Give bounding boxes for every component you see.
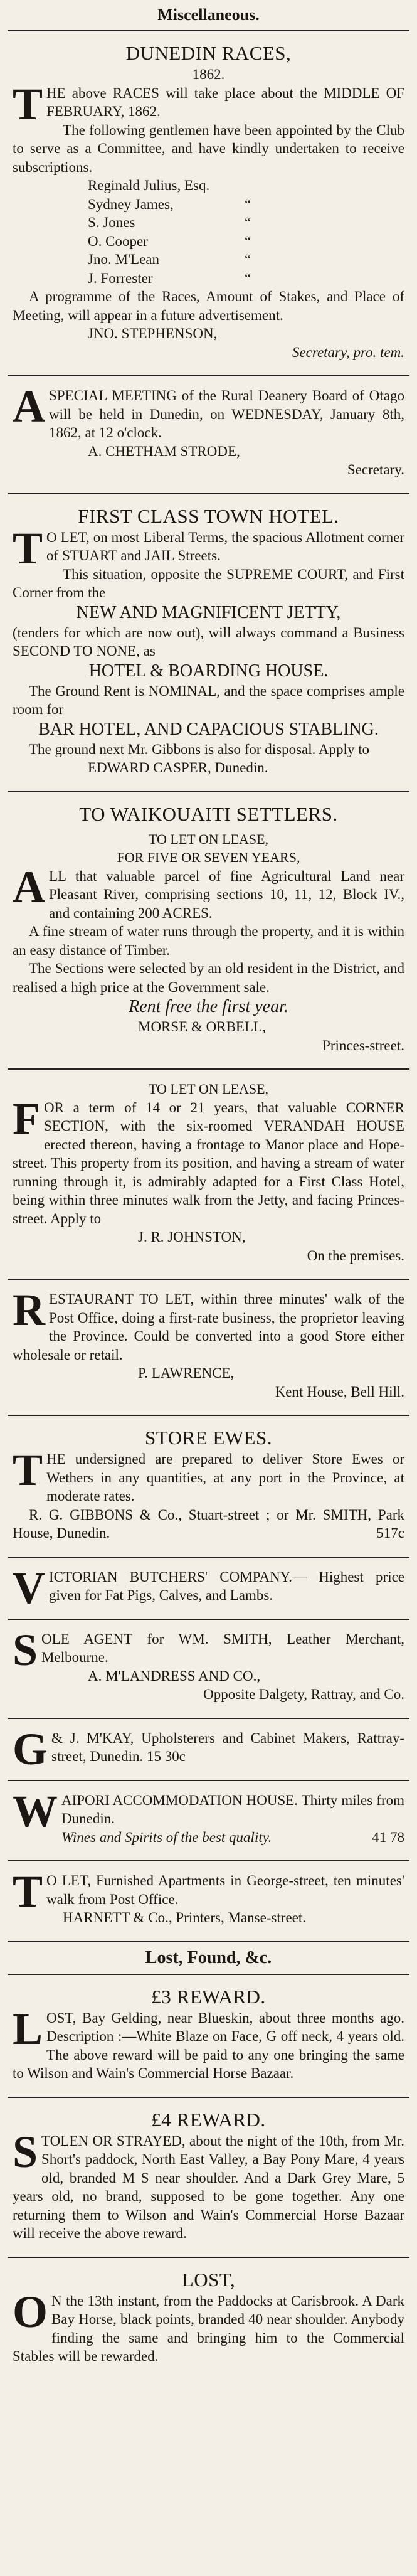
- ad-signer: P. LAWRENCE,: [138, 1365, 235, 1381]
- dropcap: S: [13, 1624, 38, 1675]
- ad-upholsterers: [8, 1719, 409, 1781]
- section-heading: Lost, Found, &c.: [145, 1947, 272, 1967]
- ad-italic-line: Rent free the first year.: [129, 997, 288, 1016]
- dropcap: A: [13, 861, 45, 912]
- ad-dunedin-races: [8, 31, 409, 376]
- ad-text: The Ground Rent is NOMINAL, and the space comprises ample room for: [13, 683, 404, 717]
- ad-signer-title: Secretary.: [347, 462, 404, 477]
- ad-text: The Sections were selected by an old resident in the District, and realised a high price at the Government sale.: [13, 961, 404, 995]
- ad-lead: LL that valuable parcel of fine Agricultural Land near Pleasant River, comprising sections 10, 11, 12, Block IV., and containing 200 ACRES.: [49, 868, 404, 921]
- committee-member: J. Forrester “: [88, 270, 251, 286]
- ad-text: N the 13th instant, from the Paddocks at Carisbrook. A Dark Bay Horse, black points, branded 40 near shoulder. Anybody finding the same and bringing him to the Commercial Stables will be rewarded.: [13, 2292, 404, 2364]
- ad-rural-deanery: [8, 376, 409, 494]
- dropcap: T: [13, 78, 43, 129]
- ad-text: & J. M'KAY, Upholsterers and Cabinet Makers, Rattray-street, Dunedin.: [51, 1730, 404, 1764]
- dropcap: A: [13, 381, 45, 432]
- newspaper-column: [8, 0, 409, 2380]
- ad-signer: EDWARD CASPER, Dunedin.: [88, 760, 268, 775]
- dropcap: V: [13, 1562, 45, 1613]
- committee-member: S. Jones “: [88, 215, 251, 230]
- ad-signer: MORSE & ORBELL,: [138, 1019, 266, 1035]
- ad-text: AIPORI ACCOMMODATION HOUSE. Thirty miles from Dunedin.: [61, 1792, 404, 1826]
- committee-member: Jno. M'Lean “: [88, 252, 251, 267]
- ad-text: OST, Bay Gelding, near Blueskin, about three months ago. Description :—White Blaze on Face, G off neck, 4 years old. The above reward will be paid to any one bringing the same to Wilson and Wain's Commercial Horse Bazaar.: [13, 2009, 404, 2081]
- ad-text: TOLEN OR STRAYED, about the night of the 10th, from Mr. Short's paddock, North East Valley, a Bay Pony Mare, 4 years old, branded M S near shoulder. And a Dark Grey Mare, 5 years old, no brand, supposed to be gone together. Any one returning them to Wilson and Wain's Commercial Horse Bazaar will receive the above reward.: [13, 2132, 404, 2241]
- ad-text: A programme of the Races, Amount of Stakes, and Place of Meeting, will appear in a future advertisement.: [13, 289, 404, 323]
- ad-reward-3: [8, 1975, 409, 2098]
- ad-title: STORE EWES.: [145, 1427, 272, 1449]
- ad-signer-addr: Princes-street.: [322, 1037, 404, 1053]
- ad-signer-addr: Opposite Dalgety, Rattray, and Co.: [203, 1686, 404, 1702]
- ad-title: DUNEDIN RACES,: [125, 42, 292, 64]
- ad-text: ESTAURANT TO LET, within three minutes' walk of the Post Office, doing a first-rate business, the proprietor leaving the Province. Could be converted into a good Store either wholesale or retail.: [13, 1291, 404, 1363]
- ad-title: TO WAIKOUAITI SETTLERS.: [79, 802, 338, 825]
- ad-text: The following gentlemen have been appointed by the Club to serve as a Committee, and have kindly undertaken to receive subscriptions.: [13, 122, 404, 175]
- dropcap: R: [13, 1285, 45, 1335]
- ad-signer-title: Secretary, pro. tem.: [292, 344, 404, 360]
- ad-text: HARNETT & Co., Printers, Manse-street.: [63, 1910, 306, 1925]
- dropcap: G: [13, 1723, 48, 1774]
- committee-member: O. Cooper “: [88, 233, 251, 249]
- ad-text: OLE AGENT for WM. SMITH, Leather Merchant, Melbourne.: [41, 1631, 404, 1665]
- ad-store-ewes: [8, 1416, 409, 1558]
- ad-town-hotel: [8, 494, 409, 792]
- ad-subtitle: TO LET ON LEASE,: [148, 831, 269, 847]
- ad-text: A fine stream of water runs through the property, and it is within an easy distance of Timber.: [13, 923, 404, 958]
- ad-title: £4 REWARD.: [151, 2108, 266, 2131]
- ad-text: SPECIAL MEETING of the Rural Deanery Board of Otago will be held in Dunedin, on WEDNESDAY, January 8th, 1862, at 12 o'clock.: [49, 388, 404, 440]
- ad-lead: O LET, on most Liberal Terms, the spacious Allotment corner of STUART and JAIL Streets.: [46, 529, 404, 563]
- section-heading: Miscellaneous.: [157, 6, 260, 24]
- ad-code: 15 30c: [147, 1748, 186, 1764]
- ad-signer: A. CHETHAM STRODE,: [88, 443, 240, 459]
- dropcap: T: [13, 1866, 43, 1917]
- committee-list: [88, 176, 404, 287]
- dropcap: T: [13, 523, 43, 573]
- ad-waipori: [8, 1781, 409, 1862]
- dropcap: W: [13, 1786, 58, 1836]
- ad-text: This situation, opposite the SUPREME COURT, and First Corner from the: [13, 566, 404, 600]
- ad-heading: NEW AND MAGNIFICENT JETTY,: [76, 602, 341, 622]
- ad-signer: JNO. STEPHENSON,: [88, 326, 218, 341]
- ad-heading: HOTEL & BOARDING HOUSE.: [88, 661, 329, 681]
- ad-furnished: [8, 1861, 409, 1942]
- ad-code: 517c: [376, 1525, 404, 1541]
- ad-victorian-butchers: [8, 1558, 409, 1620]
- dropcap: T: [13, 1445, 43, 1495]
- ad-reward-4: [8, 2098, 409, 2258]
- ad-corner-section: [8, 1070, 409, 1280]
- ad-text: R. G. GIBBONS & Co., Stuart-street ; or Mr. SMITH, Park House, Dunedin.: [13, 1506, 404, 1541]
- dropcap: O: [13, 2286, 48, 2337]
- ad-italic-line: Wines and Spirits of the best quality.: [61, 1829, 272, 1845]
- lost-found-heading-block: [8, 1942, 409, 1975]
- ad-title: LOST,: [181, 2268, 236, 2291]
- ad-text: (tenders for which are now out), will always command a Business SECOND TO NONE, as: [13, 624, 404, 659]
- committee-member: Sydney James, “: [88, 196, 251, 212]
- ad-heading: BAR HOTEL, AND CAPACIOUS STABLING.: [38, 719, 379, 739]
- ad-text: OR a term of 14 or 21 years, that valuable CORNER SECTION, with the six-roomed VERANDAH HOUSE erected thereon, having a frontage to Manor place and Hope-street. This property from its position, and having a stream of water running through it, is admirably adapted for a First Class Hotel, being within three minutes walk from the Jetty, and facing Princes-street. Apply to: [13, 1099, 404, 1227]
- ad-text: O LET, Furnished Apartments in George-street, ten minutes' walk from Post Office.: [46, 1873, 404, 1907]
- ad-subtitle: FOR FIVE OR SEVEN YEARS,: [117, 849, 300, 865]
- ad-text: HE undersigned are prepared to deliver Store Ewes or Wethers in any quantities, at any port in the Province, at moderate rates.: [46, 1451, 404, 1504]
- ad-waikouaiti: [8, 792, 409, 1070]
- dropcap: F: [13, 1093, 40, 1144]
- ad-title: £3 REWARD.: [151, 1985, 266, 2008]
- ad-text: The ground next Mr. Gibbons is also for disposal. Apply to: [29, 741, 370, 757]
- ad-signer: A. M'LANDRESS AND CO.,: [88, 1668, 261, 1684]
- ad-text: ICTORIAN BUTCHERS' COMPANY.— Highest price given for Fat Pigs, Calves, and Lambs.: [49, 1568, 404, 1603]
- ad-restaurant: [8, 1280, 409, 1416]
- ad-code: 41 78: [372, 1829, 404, 1845]
- ad-signer-addr: Kent House, Bell Hill.: [275, 1383, 404, 1400]
- committee-member: Reginald Julius, Esq.: [88, 178, 210, 193]
- ad-title: FIRST CLASS TOWN HOTEL.: [78, 504, 339, 527]
- dropcap: L: [13, 2003, 43, 2054]
- ad-title: TO LET ON LEASE,: [148, 1081, 269, 1097]
- ad-lead: HE above RACES will take place about the MIDDLE OF FEBRUARY, 1862.: [46, 85, 404, 119]
- ad-year: 1862.: [192, 67, 225, 82]
- ad-lost-horse: [8, 2258, 409, 2380]
- ad-signer: J. R. JOHNSTON,: [138, 1229, 246, 1245]
- ad-sole-agent: [8, 1620, 409, 1719]
- ad-signer-addr: On the premises.: [307, 1247, 404, 1264]
- dropcap: S: [13, 2126, 38, 2177]
